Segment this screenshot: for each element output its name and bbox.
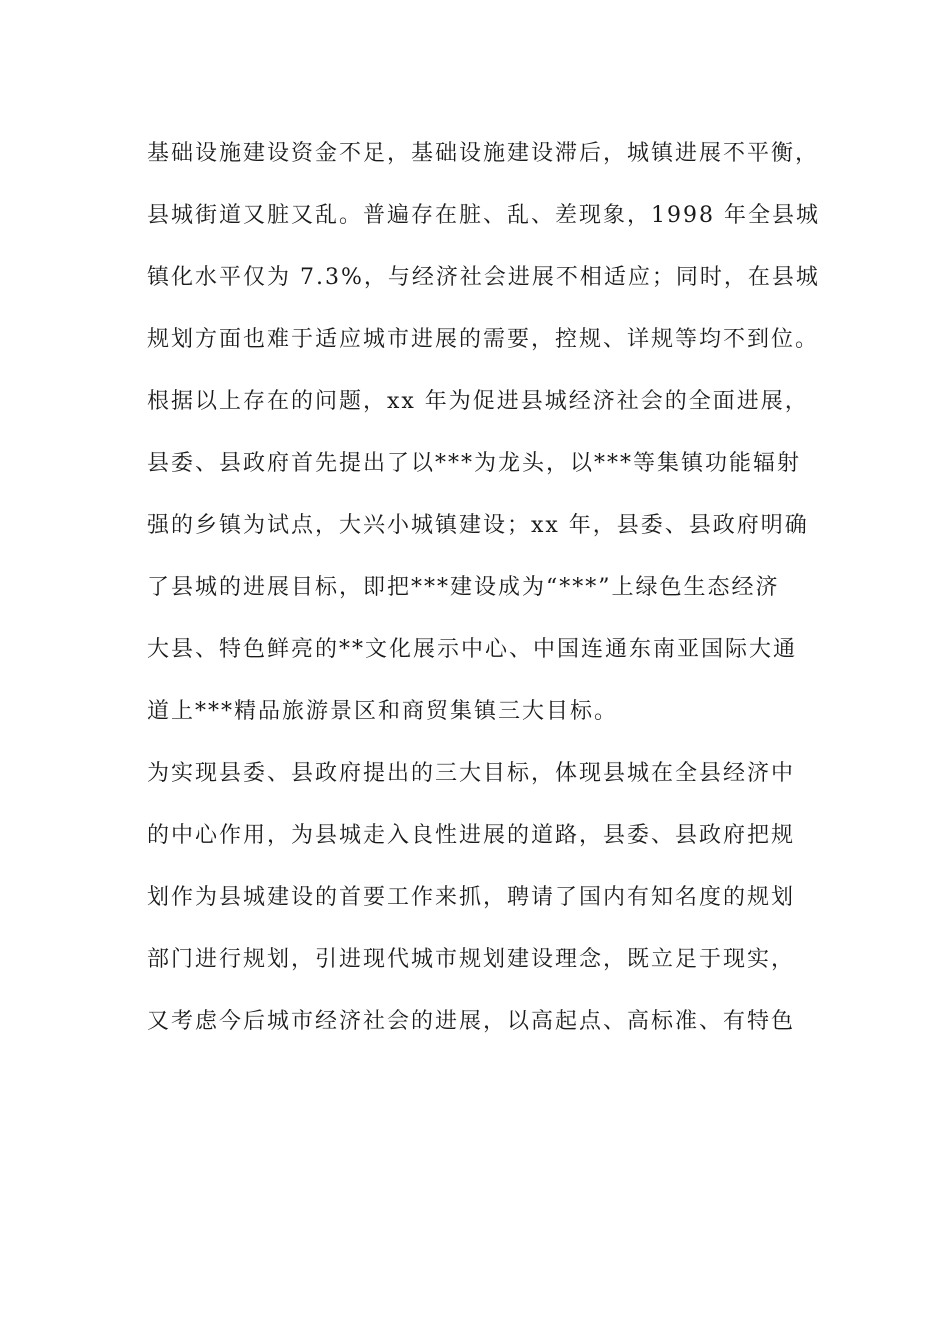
text-line: 县委、县政府首先提出了以***为龙头，以***等集镇功能辐射 [147, 451, 802, 476]
text-line: 镇化水平仅为 7.3%，与经济社会进展不相适应；同时，在县城 [147, 265, 820, 290]
text-line: 了县城的进展目标，即把***建设成为“***”上绿色生态经济 [147, 575, 780, 600]
text-line: 的中心作用，为县城走入良性进展的道路，县委、县政府把规 [147, 823, 796, 848]
text-line: 根据以上存在的问题，xx 年为促进县城经济社会的全面进展， [147, 389, 809, 414]
text-line: 规划方面也难于适应城市进展的需要，控规、详规等均不到位。 [147, 327, 820, 352]
text-line: 道上***精品旅游景区和商贸集镇三大目标。 [147, 699, 619, 724]
text-line: 又考虑今后城市经济社会的进展，以高起点、高标准、有特色 [147, 1009, 796, 1034]
text-line: 部门进行规划，引进现代城市规划建设理念，既立足于现实， [147, 947, 796, 972]
text-line: 大县、特色鲜亮的**文化展示中心、中国连通东南亚国际大通 [147, 637, 798, 662]
text-line: 强的乡镇为试点，大兴小城镇建设；xx 年，县委、县政府明确 [147, 513, 809, 538]
text-line: 划作为县城建设的首要工作来抓，聘请了国内有知名度的规划 [147, 885, 796, 910]
body-text [147, 128, 827, 1058]
text-line: 县城街道又脏又乱。普遍存在脏、乱、差现象，1998 年全县城 [147, 203, 820, 228]
text-line: 为实现县委、县政府提出的三大目标，体现县城在全县经济中 [147, 761, 796, 786]
text-line: 基础设施建设资金不足，基础设施建设滞后，城镇进展不平衡， [147, 141, 820, 166]
